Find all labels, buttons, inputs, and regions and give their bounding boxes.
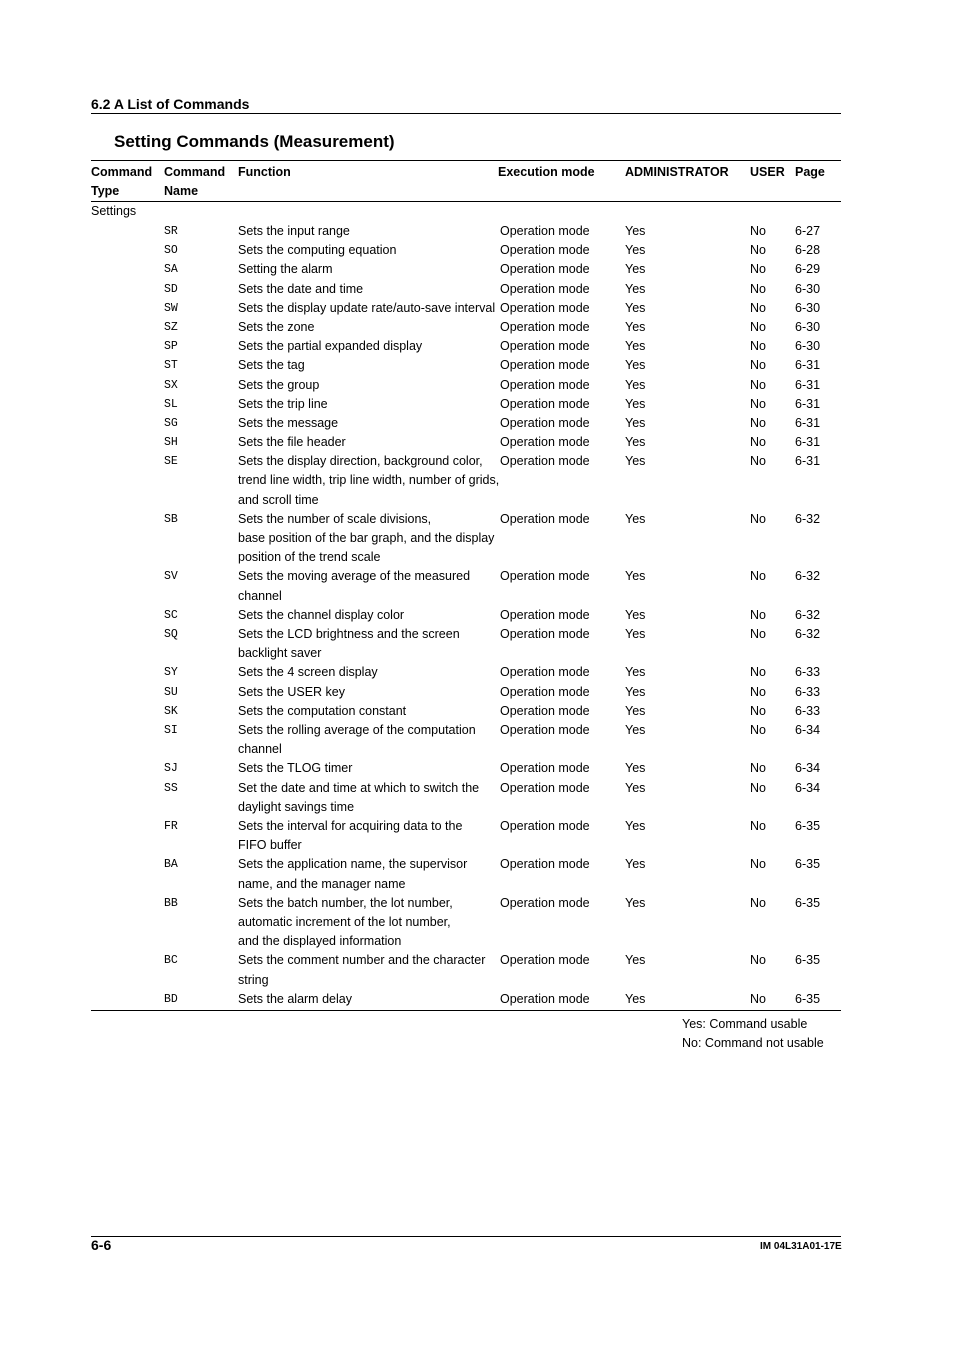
administrator-cell: Yes [625, 703, 646, 718]
command-name-cell: ST [164, 359, 178, 373]
table-row [0, 260, 954, 279]
table-row [0, 779, 954, 817]
administrator-cell: Yes [625, 857, 646, 872]
user-cell: No [750, 377, 766, 392]
page-cell: 6-32 [795, 607, 821, 622]
command-name-cell: SS [164, 781, 178, 795]
page-cell: 6-30 [795, 319, 821, 334]
command-name-cell: SO [164, 244, 178, 258]
table-row [0, 222, 954, 241]
command-name-cell: SH [164, 436, 178, 450]
user-cell: No [750, 281, 766, 296]
command-name-cell: SC [164, 608, 178, 622]
execution-mode-cell: Operation mode [500, 415, 590, 430]
function-cell: Sets the trip line [238, 396, 328, 411]
execution-mode-cell: Operation mode [500, 761, 590, 776]
user-cell: No [750, 243, 766, 258]
function-cell: Sets the partial expanded display [238, 339, 423, 354]
function-cell: Sets the group [238, 377, 320, 392]
col-header-mode: Execution mode [498, 165, 595, 179]
command-name-cell: BC [164, 954, 178, 968]
administrator-cell: Yes [625, 396, 646, 411]
administrator-cell: Yes [625, 435, 646, 450]
execution-mode-cell: Operation mode [500, 358, 590, 373]
function-cell: Sets the number of scale divisions, base position of the bar graph, and the display position of the trend scale [238, 511, 495, 565]
user-cell: No [750, 262, 766, 277]
function-cell: Sets the comment number and the character string [238, 953, 486, 987]
command-name-cell: SQ [164, 628, 178, 642]
administrator-cell: Yes [625, 243, 646, 258]
table-row [0, 663, 954, 682]
table-row [0, 721, 954, 759]
command-name-cell: SD [164, 282, 178, 296]
execution-mode-cell: Operation mode [500, 262, 590, 277]
function-cell: Sets the message [238, 415, 339, 430]
table-row [0, 683, 954, 702]
execution-mode-cell: Operation mode [500, 818, 590, 833]
command-name-cell: SB [164, 512, 178, 526]
administrator-cell: Yes [625, 281, 646, 296]
execution-mode-cell: Operation mode [500, 991, 590, 1006]
page-cell: 6-31 [795, 358, 821, 373]
user-cell: No [750, 415, 766, 430]
function-cell: Set the date and time at which to switch the daylight savings time [238, 780, 480, 814]
function-cell: Sets the interval for acquiring data to the FIFO buffer [238, 818, 463, 853]
page-cell: 6-30 [795, 339, 821, 354]
administrator-cell: Yes [625, 627, 646, 642]
execution-mode-cell: Operation mode [500, 684, 590, 699]
page-cell: 6-35 [795, 991, 821, 1006]
execution-mode-cell: Operation mode [500, 780, 590, 795]
page-cell: 6-30 [795, 300, 821, 315]
administrator-cell: Yes [625, 300, 646, 315]
page-cell: 6-33 [795, 703, 821, 718]
command-name-cell: FR [164, 819, 178, 833]
table-row [0, 318, 954, 337]
function-cell: Sets the tag [238, 358, 305, 373]
page-cell: 6-28 [795, 243, 821, 258]
user-cell: No [750, 569, 766, 584]
table-row [0, 356, 954, 375]
table-header-rule [91, 201, 841, 202]
execution-mode-cell: Operation mode [500, 857, 590, 872]
col-header-type: Command Type [91, 165, 153, 198]
execution-mode-cell: Operation mode [500, 511, 590, 526]
command-name-cell: SG [164, 416, 178, 430]
table-row [0, 280, 954, 299]
administrator-cell: Yes [625, 377, 646, 392]
page-cell: 6-34 [795, 780, 821, 795]
function-cell: Sets the input range [238, 224, 350, 238]
page-cell: 6-32 [795, 569, 821, 584]
footer-rule [91, 1236, 841, 1237]
user-cell: No [750, 953, 766, 968]
user-cell: No [750, 396, 766, 411]
command-name-cell: SU [164, 685, 178, 699]
col-header-user: USER [750, 165, 785, 179]
execution-mode-cell: Operation mode [500, 224, 590, 238]
table-row [0, 376, 954, 395]
page-cell: 6-27 [795, 224, 821, 238]
page-cell: 6-31 [795, 396, 821, 411]
legend-yes: Yes: Command usable [682, 1017, 808, 1031]
execution-mode-cell: Operation mode [500, 281, 590, 296]
administrator-cell: Yes [625, 358, 646, 373]
command-name-cell: SP [164, 340, 178, 354]
user-cell: No [750, 722, 766, 737]
table-row [0, 414, 954, 433]
function-cell: Sets the display direction, background color, trend line width, trip line width, number of grids, and scroll time [238, 454, 500, 507]
function-cell: Sets the computing equation [238, 243, 397, 258]
table-row [0, 395, 954, 414]
table-row [0, 951, 954, 989]
execution-mode-cell: Operation mode [500, 454, 590, 469]
command-name-cell: SZ [164, 320, 178, 334]
page-cell: 6-35 [795, 953, 821, 968]
user-cell: No [750, 627, 766, 642]
col-header-admin: ADMINISTRATOR [625, 165, 729, 179]
section-heading: 6.2 A List of Commands [91, 96, 250, 112]
user-cell: No [750, 857, 766, 872]
function-cell: Sets the channel display color [238, 607, 405, 622]
command-name-cell: BB [164, 896, 178, 910]
command-name-cell: SE [164, 455, 178, 469]
command-name-cell: SJ [164, 762, 178, 776]
administrator-cell: Yes [625, 761, 646, 776]
administrator-cell: Yes [625, 953, 646, 968]
function-cell: Sets the computation constant [238, 703, 407, 718]
header-rule [91, 113, 841, 114]
user-cell: No [750, 607, 766, 622]
page-cell: 6-33 [795, 684, 821, 699]
command-name-cell: SR [164, 225, 178, 238]
page-cell: 6-34 [795, 761, 821, 776]
document-id: IM 04L31A01-17E [760, 1241, 842, 1252]
table-row [0, 606, 954, 625]
execution-mode-cell: Operation mode [500, 243, 590, 258]
execution-mode-cell: Operation mode [500, 607, 590, 622]
user-cell: No [750, 511, 766, 526]
function-cell: Sets the file header [238, 435, 346, 450]
table-row [0, 855, 954, 893]
table-row [0, 990, 954, 1009]
execution-mode-cell: Operation mode [500, 339, 590, 354]
administrator-cell: Yes [625, 895, 646, 910]
execution-mode-cell: Operation mode [500, 396, 590, 411]
table-row [0, 625, 954, 663]
execution-mode-cell: Operation mode [500, 895, 590, 910]
execution-mode-cell: Operation mode [500, 953, 590, 968]
table-row [0, 567, 954, 605]
user-cell: No [750, 339, 766, 354]
command-name-cell: BD [164, 992, 178, 1006]
user-cell: No [750, 665, 766, 680]
page-cell: 6-31 [795, 377, 821, 392]
execution-mode-cell: Operation mode [500, 300, 590, 315]
administrator-cell: Yes [625, 415, 646, 430]
page-cell: 6-33 [795, 665, 821, 680]
execution-mode-cell: Operation mode [500, 435, 590, 450]
table-row [0, 817, 954, 855]
function-cell: Sets the rolling average of the computation channel [238, 722, 476, 757]
administrator-cell: Yes [625, 454, 646, 469]
page-cell: 6-29 [795, 262, 821, 277]
user-cell: No [750, 319, 766, 334]
user-cell: No [750, 684, 766, 699]
function-cell: Sets the zone [238, 319, 315, 334]
execution-mode-cell: Operation mode [500, 569, 590, 584]
administrator-cell: Yes [625, 339, 646, 354]
function-cell: Sets the date and time [238, 281, 364, 296]
page-cell: 6-35 [795, 857, 821, 872]
execution-mode-cell: Operation mode [500, 703, 590, 718]
table-row [0, 337, 954, 356]
page-cell: 6-31 [795, 415, 821, 430]
command-name-cell: BA [164, 858, 178, 872]
user-cell: No [750, 761, 766, 776]
command-name-cell: SA [164, 263, 178, 277]
user-cell: No [750, 435, 766, 450]
execution-mode-cell: Operation mode [500, 377, 590, 392]
function-cell: Sets the alarm delay [238, 991, 352, 1006]
function-cell: Sets the batch number, the lot number, automatic increment of the lot number, and the displayed information [238, 895, 453, 949]
administrator-cell: Yes [625, 991, 646, 1006]
administrator-cell: Yes [625, 569, 646, 584]
user-cell: No [750, 895, 766, 910]
function-cell: Sets the USER key [238, 684, 345, 699]
administrator-cell: Yes [625, 665, 646, 680]
administrator-cell: Yes [625, 511, 646, 526]
command-name-cell: SK [164, 704, 178, 718]
table-row [0, 452, 954, 510]
administrator-cell: Yes [625, 262, 646, 277]
command-type-label: Settings [91, 204, 137, 218]
administrator-cell: Yes [625, 607, 646, 622]
user-cell: No [750, 224, 766, 238]
function-cell: Sets the 4 screen display [238, 665, 378, 680]
page-cell: 6-31 [795, 454, 821, 469]
user-cell: No [750, 991, 766, 1006]
col-header-name: Command Name [164, 165, 226, 198]
table-row [0, 433, 954, 452]
page-cell: 6-35 [795, 818, 821, 833]
command-name-cell: SX [164, 378, 178, 392]
function-cell: Sets the display update rate/auto-save interval [238, 300, 496, 315]
table-row [0, 299, 954, 318]
table-row [0, 894, 954, 952]
execution-mode-cell: Operation mode [500, 722, 590, 737]
user-cell: No [750, 454, 766, 469]
execution-mode-cell: Operation mode [500, 665, 590, 680]
function-cell: Setting the alarm [238, 262, 333, 277]
function-cell: Sets the TLOG timer [238, 761, 353, 776]
command-name-cell: SY [164, 666, 178, 680]
command-table-body [0, 222, 954, 1009]
command-name-cell: SL [164, 397, 178, 411]
table-row [0, 510, 954, 568]
page-cell: 6-30 [795, 281, 821, 296]
administrator-cell: Yes [625, 684, 646, 699]
table-bottom-rule [91, 1010, 841, 1011]
page-cell: 6-35 [795, 895, 821, 910]
function-cell: Sets the moving average of the measured channel [238, 569, 471, 603]
table-row [0, 241, 954, 260]
page-cell: 6-32 [795, 627, 821, 642]
col-header-page: Page [795, 165, 825, 179]
page-title: Setting Commands (Measurement) [114, 132, 395, 151]
user-cell: No [750, 703, 766, 718]
command-name-cell: SW [164, 301, 178, 315]
table-row [0, 759, 954, 778]
administrator-cell: Yes [625, 224, 646, 238]
command-name-cell: SI [164, 723, 178, 737]
user-cell: No [750, 358, 766, 373]
legend-no: No: Command not usable [682, 1036, 824, 1050]
administrator-cell: Yes [625, 722, 646, 737]
table-row [0, 702, 954, 721]
function-cell: Sets the application name, the supervisor name, and the manager name [238, 857, 468, 891]
table-top-rule [91, 160, 841, 161]
page-cell: 6-32 [795, 511, 821, 526]
user-cell: No [750, 300, 766, 315]
administrator-cell: Yes [625, 319, 646, 334]
page-number: 6-6 [91, 1237, 112, 1253]
administrator-cell: Yes [625, 818, 646, 833]
administrator-cell: Yes [625, 780, 646, 795]
execution-mode-cell: Operation mode [500, 627, 590, 642]
command-name-cell: SV [164, 570, 178, 584]
page-cell: 6-31 [795, 435, 821, 450]
page-cell: 6-34 [795, 722, 821, 737]
function-cell: Sets the LCD brightness and the screen backlight saver [238, 627, 460, 661]
execution-mode-cell: Operation mode [500, 319, 590, 334]
user-cell: No [750, 780, 766, 795]
col-header-function: Function [238, 165, 291, 179]
user-cell: No [750, 818, 766, 833]
